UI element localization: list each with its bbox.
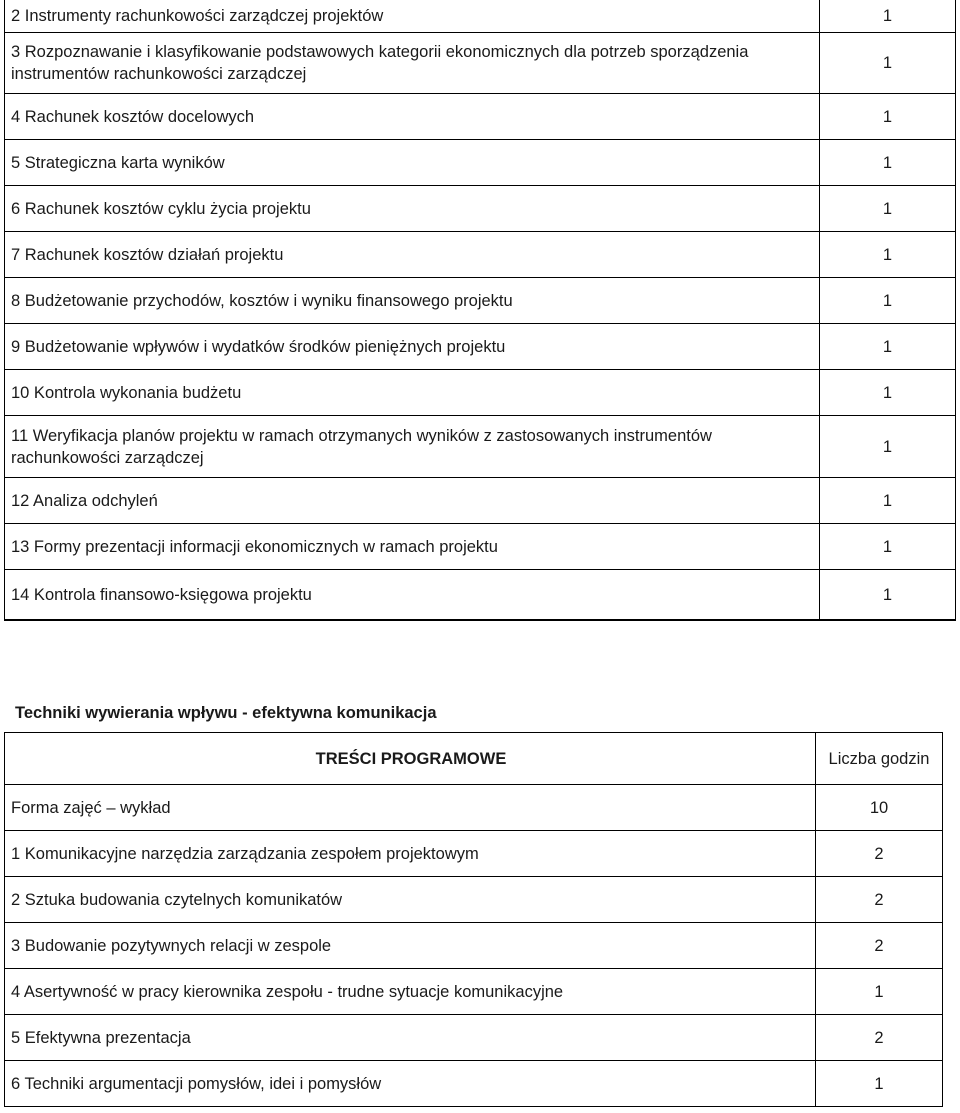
hours-cell: 1: [820, 232, 956, 278]
hours-cell: 1: [820, 324, 956, 370]
table-row: [5, 1061, 943, 1107]
section-title: Techniki wywierania wpływu - efektywna komunikacja: [15, 704, 437, 722]
topic-cell: 11 Weryfikacja planów projektu w ramach otrzymanych wyników z zastosowanych instrumentów rachunkowości zarządczej: [5, 416, 820, 478]
table-row: [5, 232, 956, 278]
table-row: [5, 570, 956, 621]
topic-cell: 4 Rachunek kosztów docelowych: [5, 94, 820, 140]
hours-cell: 2: [816, 1015, 943, 1061]
hours-cell: 1: [820, 278, 956, 324]
table-row: [5, 785, 943, 831]
hours-cell: 1: [820, 478, 956, 524]
topic-cell: 14 Kontrola finansowo-księgowa projektu: [5, 570, 820, 621]
hours-cell: 1: [820, 0, 956, 33]
table-row: [5, 524, 956, 570]
table-row: [5, 1015, 943, 1061]
hours-cell: 1: [820, 524, 956, 570]
header-hours: Liczba godzin: [816, 733, 943, 785]
table-row: [5, 140, 956, 186]
table-row: [5, 186, 956, 232]
hours-cell: 2: [816, 831, 943, 877]
topic-cell: 10 Kontrola wykonania budżetu: [5, 370, 820, 416]
hours-cell: 1: [820, 140, 956, 186]
table-row: [5, 831, 943, 877]
table-header-row: [5, 733, 943, 785]
table-row: [5, 923, 943, 969]
topic-cell: 9 Budżetowanie wpływów i wydatków środków pieniężnych projektu: [5, 324, 820, 370]
table-row: [5, 478, 956, 524]
topic-cell: 12 Analiza odchyleń: [5, 478, 820, 524]
table-row: [5, 278, 956, 324]
topic-cell: 3 Rozpoznawanie i klasyfikowanie podstawowych kategorii ekonomicznych dla potrzeb sporządzenia instrumentów rachunkowości zarządczej: [5, 33, 820, 94]
topic-cell: 2 Sztuka budowania czytelnych komunikatów: [5, 877, 816, 923]
topic-cell: 6 Rachunek kosztów cyklu życia projektu: [5, 186, 820, 232]
table-row: [5, 33, 956, 94]
hours-cell: 1: [820, 370, 956, 416]
hours-cell: 1: [816, 969, 943, 1015]
topic-cell: 6 Techniki argumentacji pomysłów, idei i pomysłów: [5, 1061, 816, 1107]
hours-cell: 1: [820, 33, 956, 94]
topic-cell: 3 Budowanie pozytywnych relacji w zespole: [5, 923, 816, 969]
topic-cell: 5 Efektywna prezentacja: [5, 1015, 816, 1061]
table-row: [5, 0, 956, 33]
topic-cell: 4 Asertywność w pracy kierownika zespołu - trudne sytuacje komunikacyjne: [5, 969, 816, 1015]
hours-cell: 1: [816, 1061, 943, 1107]
table-row: [5, 370, 956, 416]
topic-cell: 8 Budżetowanie przychodów, kosztów i wyniku finansowego projektu: [5, 278, 820, 324]
table-row: [5, 94, 956, 140]
table-row: [5, 324, 956, 370]
table-row: [5, 416, 956, 478]
hours-cell: 1: [820, 570, 956, 621]
table-row: [5, 877, 943, 923]
header-program-content: TREŚCI PROGRAMOWE: [5, 733, 816, 785]
hours-cell: 1: [820, 416, 956, 478]
hours-cell: 2: [816, 877, 943, 923]
topic-cell: 1 Komunikacyjne narzędzia zarządzania zespołem projektowym: [5, 831, 816, 877]
program-table-bottom: [4, 732, 943, 1107]
hours-cell: 2: [816, 923, 943, 969]
topic-cell: 7 Rachunek kosztów działań projektu: [5, 232, 820, 278]
program-table-top: [4, 0, 956, 621]
table-row: [5, 969, 943, 1015]
topic-cell: Forma zajęć – wykład: [5, 785, 816, 831]
hours-cell: 1: [820, 94, 956, 140]
topic-cell: 13 Formy prezentacji informacji ekonomicznych w ramach projektu: [5, 524, 820, 570]
topic-cell: 2 Instrumenty rachunkowości zarządczej projektów: [5, 0, 820, 33]
topic-cell: 5 Strategiczna karta wyników: [5, 140, 820, 186]
hours-cell: 10: [816, 785, 943, 831]
hours-cell: 1: [820, 186, 956, 232]
